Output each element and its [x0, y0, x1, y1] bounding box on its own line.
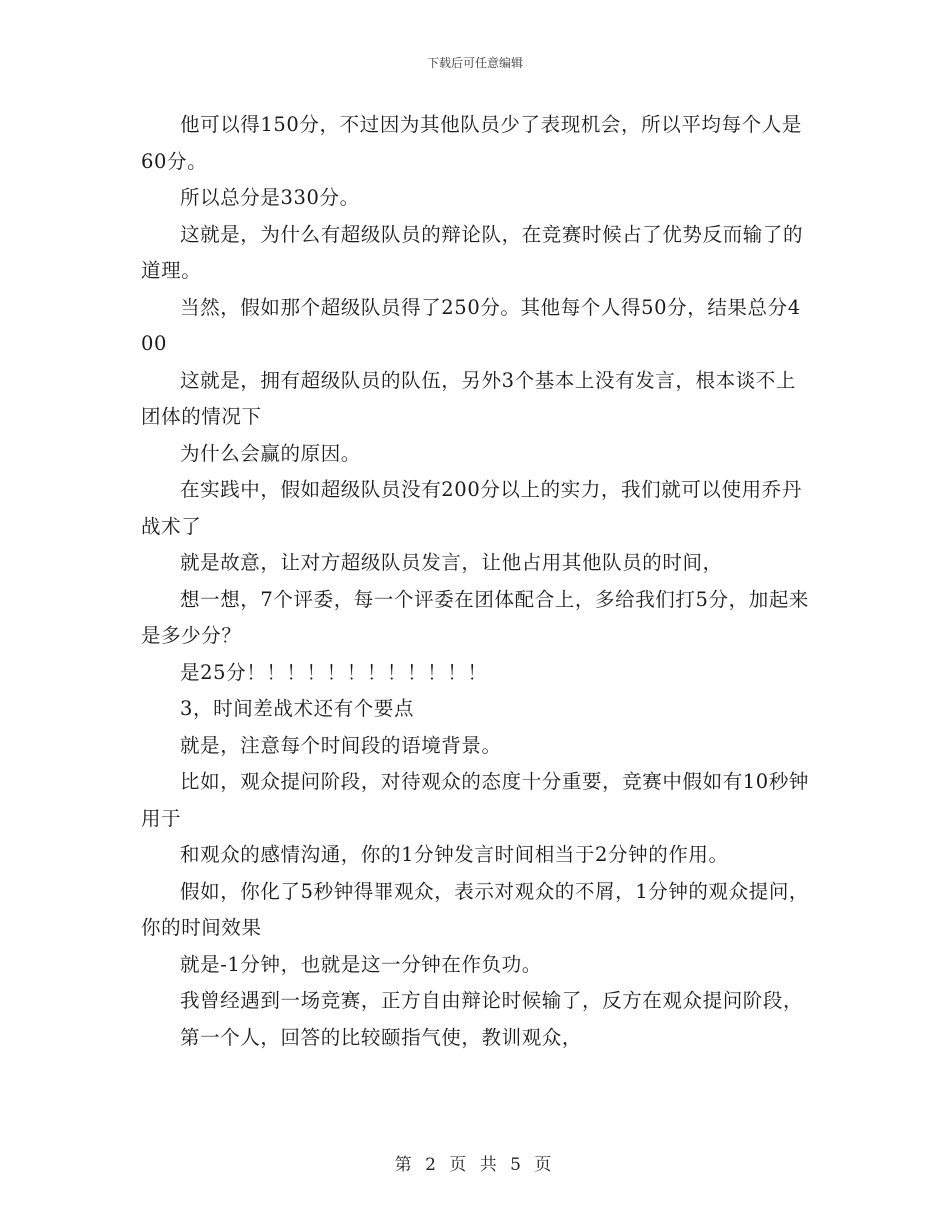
page-header-note: 下载后可任意编辑: [426, 56, 523, 70]
paragraph: 3，时间差战术还有个要点: [180, 697, 415, 720]
paragraph: 想一想，7个评委，每一个评委在团体配合上，多给我们打5分，加起来是多少分？: [141, 587, 810, 647]
paragraph: 就是，注意每个时间段的语境背景。: [180, 733, 502, 757]
page-number-footer: 第 2 页 共 5 页: [394, 1155, 556, 1175]
paragraph: 就是-1分钟，也就是这一分钟在作负功。: [180, 952, 542, 976]
paragraph: 当然，假如那个超级队员得了250分。其他每个人得50分，结果总分400: [141, 295, 801, 355]
paragraph: 这就是，为什么有超级队员的辩论队，在竞赛时候占了优势反而输了的道理。: [141, 222, 804, 282]
paragraph: 假如，你化了5秒钟得罪观众，表示对观众的不屑，1分钟的观众提问，你的时间效果: [141, 879, 810, 939]
paragraph: 为什么会赢的原因。: [180, 441, 361, 465]
paragraph: 所以总分是330分。: [180, 186, 360, 209]
paragraph: 比如，观众提问阶段，对待观众的态度十分重要，竞赛中假如有10秒钟用于: [141, 770, 810, 830]
paragraph: 就是故意，让对方超级队员发言，让他占用其他队员的时间，: [180, 551, 723, 574]
paragraph: 我曾经遇到一场竞赛，正方自由辩论时候输了，反方在观众提问阶段，: [180, 989, 804, 1012]
paragraph: 是25分！！！！！！！！！！！！: [180, 660, 488, 684]
paragraph: 这就是，拥有超级队员的队伍，另外3个基本上没有发言，根本谈不上团体的情况下: [141, 368, 797, 428]
document-body: [141, 107, 811, 1056]
paragraph: 在实践中，假如超级队员没有200分以上的实力，我们就可以使用乔丹战术了: [141, 478, 802, 538]
paragraph: 第一个人，回答的比较颐指气使，教训观众，: [180, 1025, 583, 1049]
paragraph: 和观众的感情沟通，你的1分钟发言时间相当于2分钟的作用。: [180, 843, 729, 866]
paragraph: 他可以得150分，不过因为其他队员少了表现机会，所以平均每个人是60分。: [141, 113, 802, 173]
